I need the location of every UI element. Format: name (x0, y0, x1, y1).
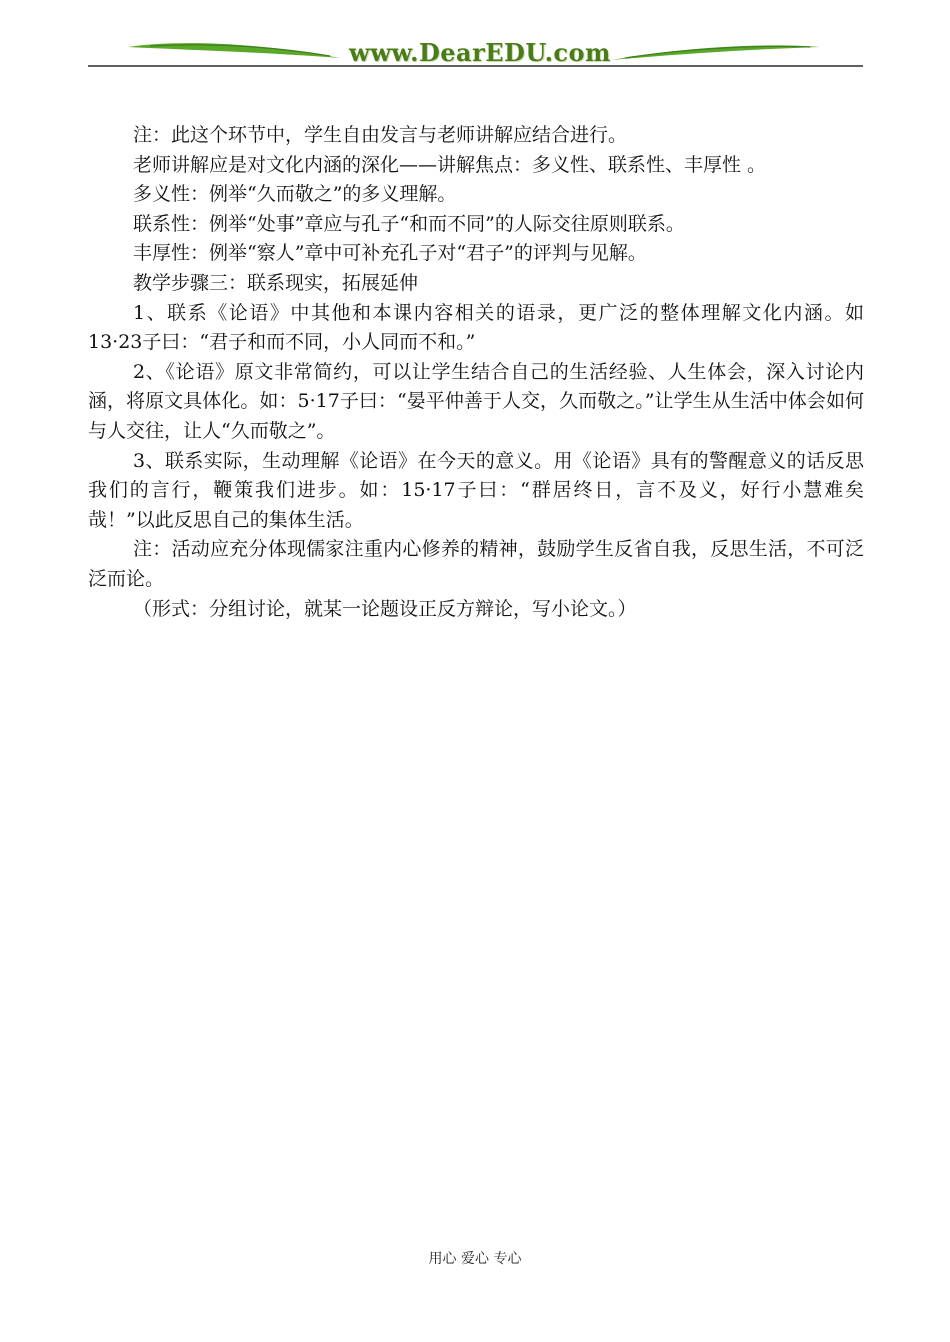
body-paragraph: 注：此这个环节中，学生自由发言与老师讲解应结合进行。 (133, 124, 628, 146)
section-heading: 教学步骤三：联系现实，拓展延伸 (133, 271, 419, 294)
page-header (0, 0, 950, 80)
body-paragraph: 丰厚性：例举“察人”章中可补充孔子对“君子”的评判与见解。 (133, 242, 647, 265)
body-paragraph: 注：活动应充分体现儒家注重内心修养的精神，鼓励学生反省自我，反思生活，不可泛泛而论。 (88, 538, 864, 590)
document-body (88, 121, 864, 624)
body-paragraph: 2、《论语》原文非常简约，可以让学生结合自己的生活经验、人生体会，深入讨论内涵，将原文具体化。如：5·17子曰：“晏平仲善于人交，久而敬之。”让学生从生活中体会如何与人交往，让人“久而敬之”。 (88, 360, 864, 442)
body-paragraph: （形式：分组讨论，就某一论题设正反方辩论，写小论文。） (133, 597, 637, 620)
site-logo-text: www.DearEDU.com (349, 38, 611, 67)
body-paragraph: 老师讲解应是对文化内涵的深化——讲解焦点：多义性、联系性、丰厚性 。 (133, 153, 767, 176)
body-paragraph: 联系性：例举“处事”章应与孔子“和而不同”的人际交往原则联系。 (133, 212, 685, 235)
body-paragraph: 多义性：例举“久而敬之”的多义理解。 (133, 183, 457, 206)
page-footer: 用心 爱心 专心 (428, 1251, 522, 1267)
body-paragraph: 3、联系实际，生动理解《论语》在今天的意义。用《论语》具有的警醒意义的话反思我们的言行，鞭策我们进步。如：15·17子曰：“群居终日，言不及义，好行小慧难矣哉！”以此反思自己的集体生活。 (88, 449, 864, 531)
body-paragraph: 1、联系《论语》中其他和本课内容相关的语录，更广泛的整体理解文化内涵。如13·23子曰：“君子和而不同，小人同而不和。” (88, 301, 864, 354)
